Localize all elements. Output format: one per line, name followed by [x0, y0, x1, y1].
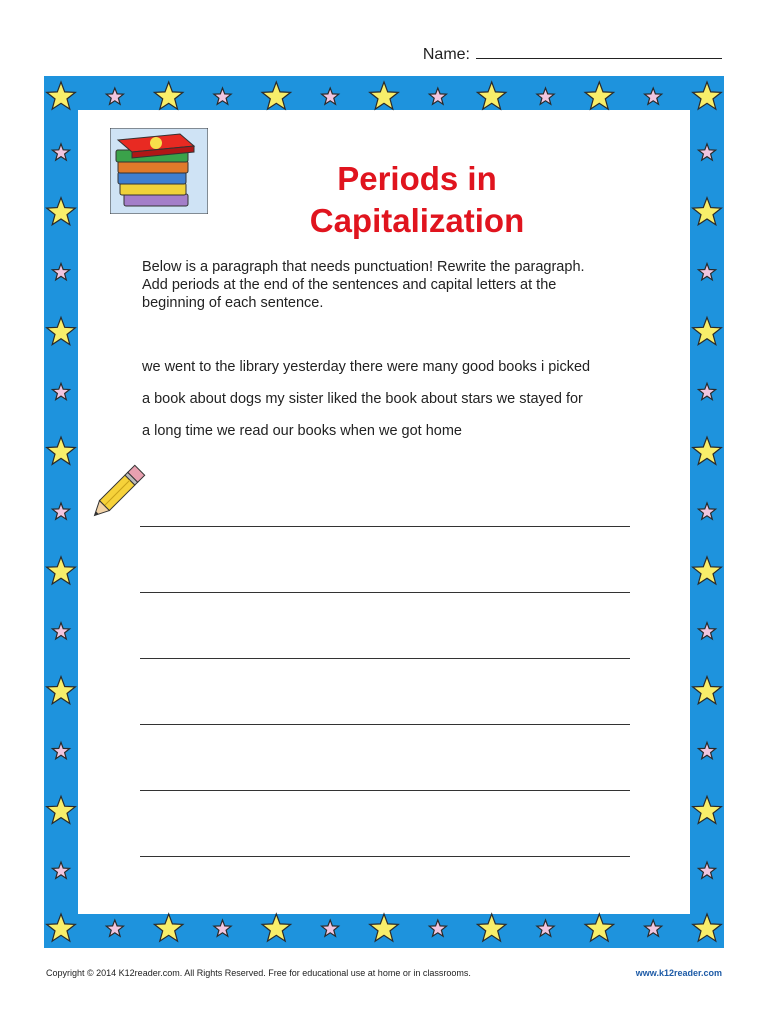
- star-icon: [214, 920, 231, 936]
- passage-line: a book about dogs my sister liked the book about stars we stayed for: [142, 391, 583, 407]
- star-icon: [47, 198, 76, 225]
- star-icon: [322, 88, 339, 104]
- answer-line[interactable]: [140, 790, 630, 791]
- instructions-line: Add periods at the end of the sentences and capital letters at the: [142, 277, 557, 293]
- star-icon: [693, 677, 722, 704]
- star-icon: [698, 862, 715, 878]
- answer-line[interactable]: [140, 724, 630, 725]
- instructions-line: beginning of each sentence.: [142, 295, 324, 311]
- star-icon: [693, 914, 722, 941]
- star-icon: [47, 677, 76, 704]
- star-icon: [47, 796, 76, 823]
- star-icon: [429, 920, 446, 936]
- star-icon: [52, 503, 69, 519]
- answer-line[interactable]: [140, 592, 630, 593]
- star-icon: [47, 557, 76, 584]
- star-icon: [47, 82, 76, 109]
- star-icon: [698, 144, 715, 160]
- star-icon: [693, 796, 722, 823]
- star-icon: [477, 82, 506, 109]
- answer-line[interactable]: [140, 526, 630, 527]
- instructions: [142, 258, 662, 312]
- star-icon: [537, 88, 554, 104]
- title-line-2: Capitalization: [309, 202, 525, 239]
- star-icon: [693, 557, 722, 584]
- star-icon: [52, 742, 69, 758]
- name-field: [423, 44, 722, 64]
- star-icon: [262, 82, 291, 109]
- answer-line[interactable]: [140, 856, 630, 857]
- star-icon: [693, 437, 722, 464]
- pencil-icon: [84, 464, 146, 526]
- star-icon: [106, 920, 123, 936]
- star-icon: [698, 503, 715, 519]
- star-icon: [693, 198, 722, 225]
- book-stack-icon: [110, 128, 208, 214]
- passage-line: a long time we read our books when we got home: [142, 423, 462, 439]
- star-icon: [698, 264, 715, 280]
- star-icon: [106, 88, 123, 104]
- star-icon: [52, 862, 69, 878]
- star-icon: [214, 88, 231, 104]
- title-line-1: Periods in: [337, 160, 497, 197]
- star-icon: [698, 742, 715, 758]
- star-icon: [537, 920, 554, 936]
- star-icon: [52, 264, 69, 280]
- passage-line: we went to the library yesterday there were many good books i picked: [142, 359, 591, 375]
- star-icon: [154, 82, 183, 109]
- star-icon: [585, 82, 614, 109]
- star-icon: [645, 88, 662, 104]
- star-icon: [322, 920, 339, 936]
- website-link[interactable]: www.k12reader.com: [635, 968, 722, 978]
- star-icon: [52, 144, 69, 160]
- star-icon: [429, 88, 446, 104]
- copyright-text: Copyright © 2014 K12reader.com. All Rights Reserved. Free for educational use at home or in classrooms.: [46, 968, 471, 978]
- name-write-line[interactable]: [476, 44, 722, 59]
- star-icon: [645, 920, 662, 936]
- star-border-frame: [44, 76, 724, 948]
- star-icon: [52, 383, 69, 399]
- worksheet-title: [204, 158, 630, 242]
- star-icon: [693, 317, 722, 344]
- star-icon: [698, 383, 715, 399]
- star-icon: [370, 82, 399, 109]
- star-icon: [47, 317, 76, 344]
- passage: [142, 358, 682, 454]
- star-icon: [693, 82, 722, 109]
- instructions-line: Below is a paragraph that needs punctuation! Rewrite the paragraph.: [142, 259, 585, 275]
- name-label: Name:: [422, 46, 470, 63]
- footer: [46, 968, 722, 978]
- star-icon: [47, 437, 76, 464]
- star-icon: [47, 914, 76, 941]
- answer-lines: [140, 526, 630, 922]
- answer-line[interactable]: [140, 658, 630, 659]
- star-icon: [698, 623, 715, 639]
- star-icon: [52, 623, 69, 639]
